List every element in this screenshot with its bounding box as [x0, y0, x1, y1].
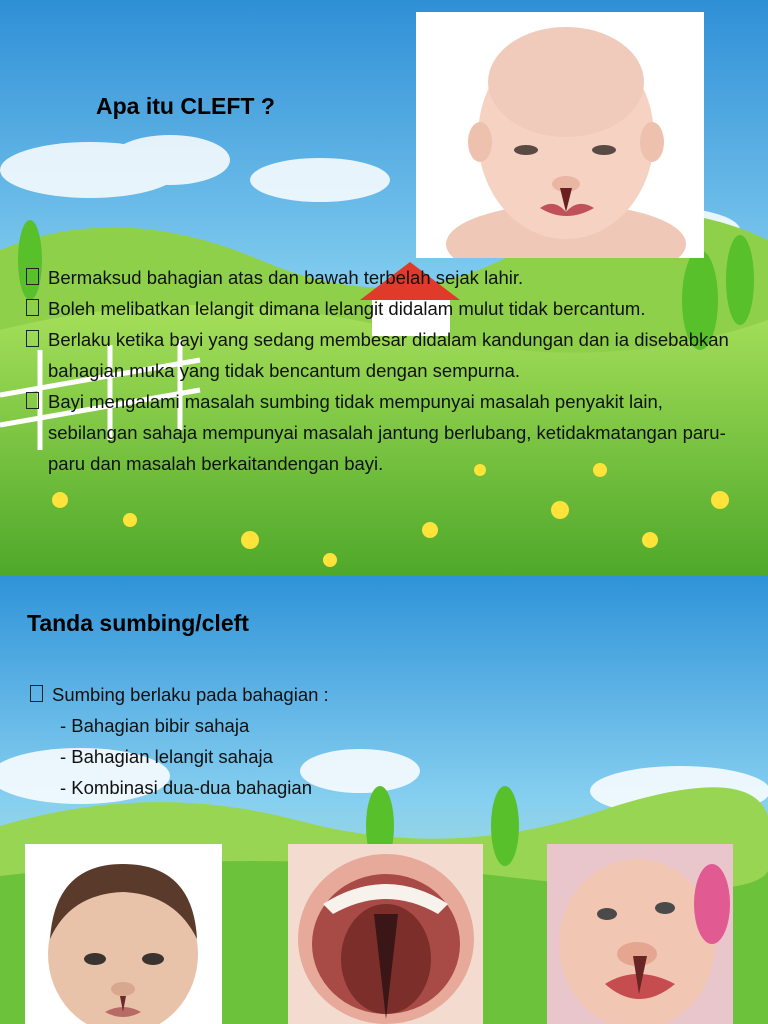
list-item — [30, 679, 550, 803]
sub-list-item: - Bahagian lelangit sahaja — [60, 746, 273, 767]
list-item — [26, 324, 746, 386]
slide-cleft-signs — [0, 576, 768, 1024]
square-bullet-icon — [26, 268, 39, 285]
list-item — [26, 386, 746, 479]
square-bullet-icon — [26, 392, 39, 409]
list-item-text: Bermaksud bahagian atas dan bawah terbelah sejak lahir. — [48, 267, 524, 288]
bullet-list — [30, 679, 550, 803]
square-bullet-icon — [26, 299, 39, 316]
list-item-text: Bayi mengalami masalah sumbing tidak mempunyai masalah penyakit lain, sebilangan sahaja mempunyai masalah jantung berlubang, ketidakmatangan paru-paru dan masalah berkaitandengan bayi. — [48, 391, 726, 474]
bullet-list — [26, 262, 746, 479]
list-item-text: Sumbing berlaku pada bahagian : — [52, 684, 329, 705]
slide-title: Apa itu CLEFT ? — [96, 93, 275, 119]
cleft-palate-photo — [288, 844, 483, 1024]
list-item-text: Boleh melibatkan lelangit dimana lelangit didalam mulut tidak bercantum. — [48, 298, 646, 319]
list-item — [26, 293, 746, 324]
baby-cleft-lip-photo — [416, 12, 704, 258]
list-item-text: Berlaku ketika bayi yang sedang membesar didalam kandungan dan ia disebabkan bahagian muka yang tidak bencantum dengan sempurna. — [48, 329, 729, 381]
sub-list — [52, 710, 550, 803]
baby-lip-cleft-photo — [25, 844, 222, 1024]
sub-list-item: - Kombinasi dua-dua bahagian — [60, 777, 312, 798]
list-item — [26, 262, 746, 293]
slide-title: Tanda sumbing/cleft — [27, 610, 249, 636]
square-bullet-icon — [26, 330, 39, 347]
baby-cleft-lip-palate-photo — [547, 844, 733, 1024]
square-bullet-icon — [30, 685, 43, 702]
sub-list-item: - Bahagian bibir sahaja — [60, 715, 250, 736]
